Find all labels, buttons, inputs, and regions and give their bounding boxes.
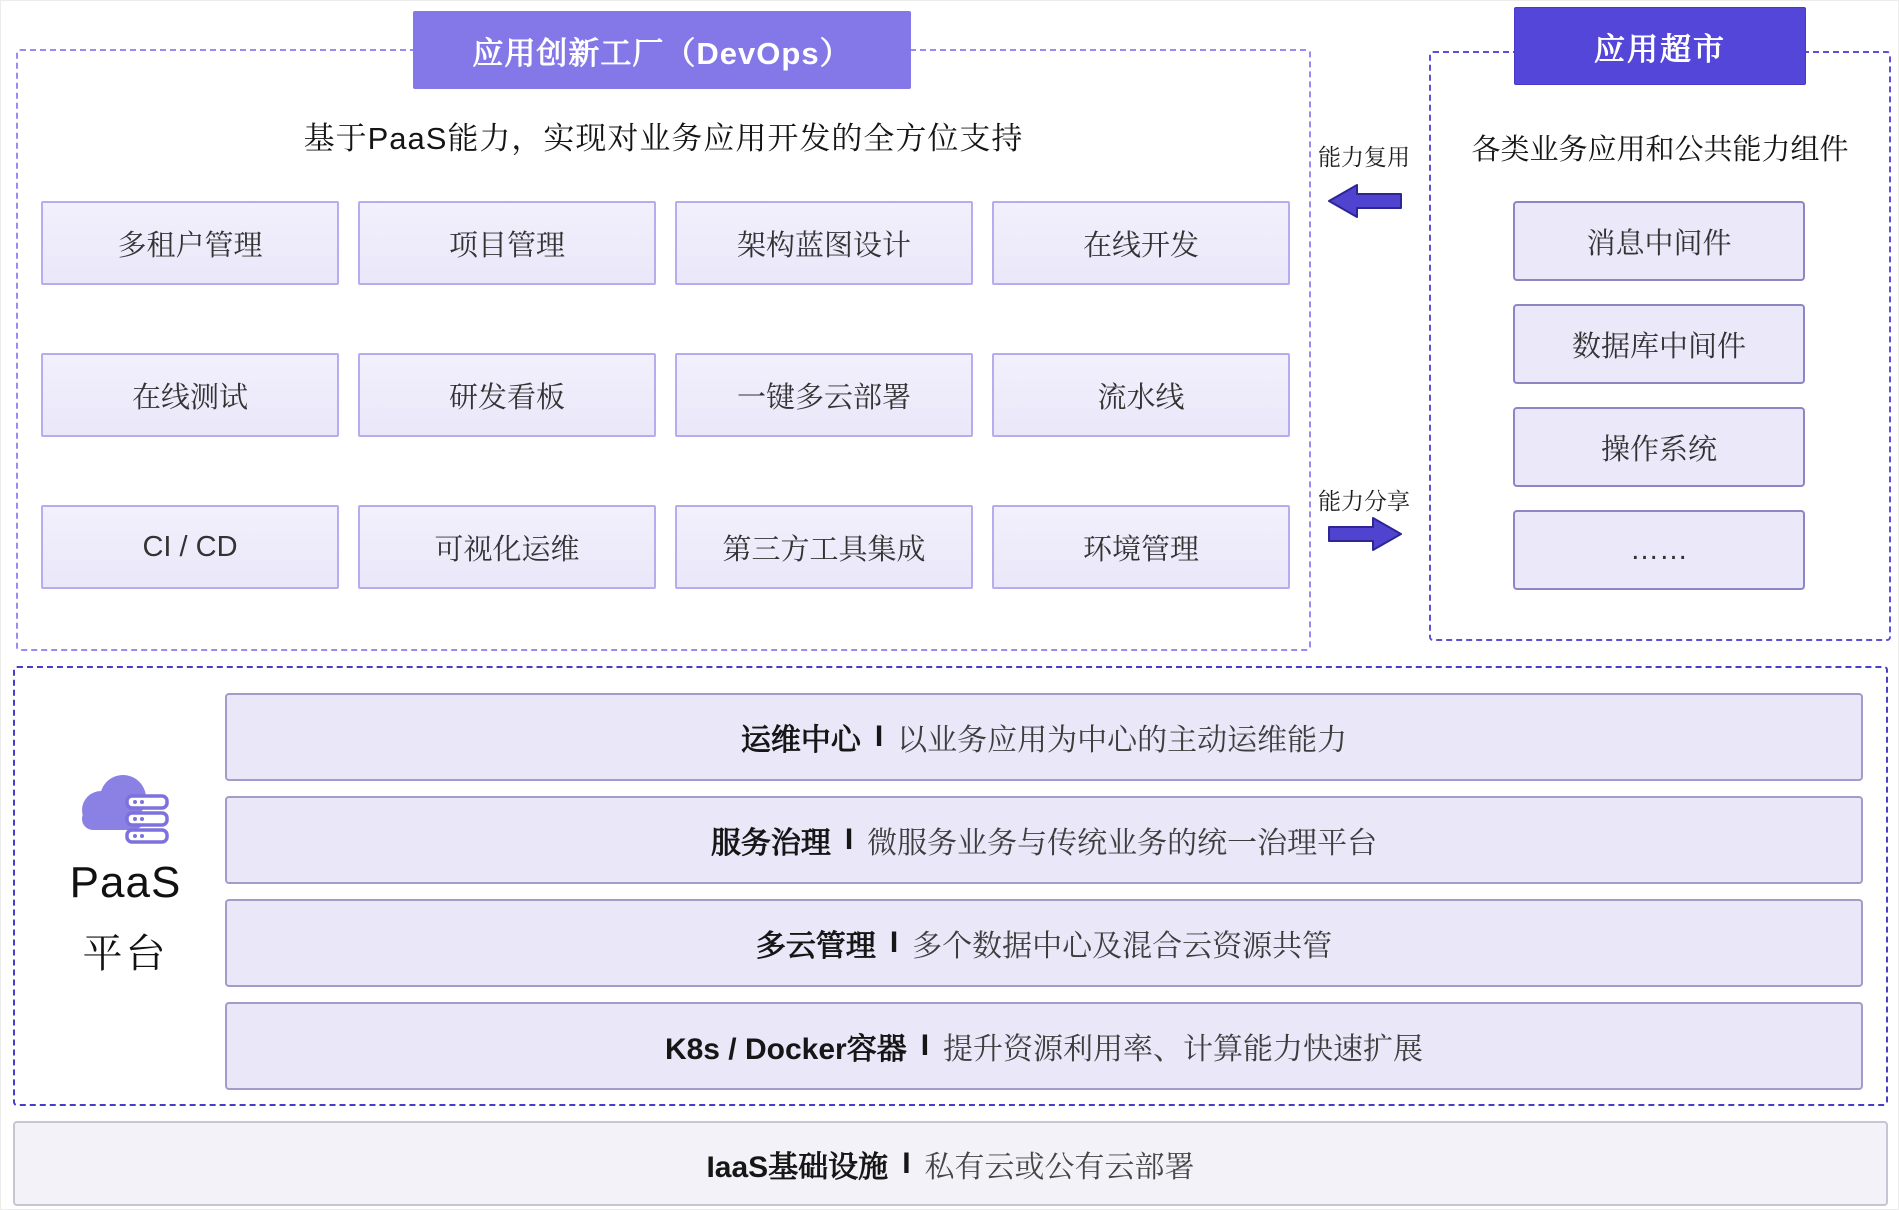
capability-reuse-label: 能力复用 — [1318, 144, 1410, 170]
paas-platform-label — [33, 858, 218, 979]
app-market-section — [1429, 51, 1891, 641]
feature-box-project-mgmt: 项目管理 — [358, 201, 656, 285]
feature-box-ci-cd: CI / CD — [41, 505, 339, 589]
layer-desc: 微服务业务与传统业务的统一治理平台 — [867, 827, 1378, 860]
capability-share-label: 能力分享 — [1318, 488, 1410, 514]
paas-layer-ops-center — [225, 693, 1863, 781]
feature-box-env-mgmt: 环境管理 — [992, 505, 1290, 589]
layer-title: 多云管理 — [755, 930, 876, 963]
market-item-ellipsis: …… — [1513, 510, 1805, 590]
paas-layer-multicloud-mgmt — [225, 899, 1863, 987]
market-item-message-middleware: 消息中间件 — [1513, 201, 1805, 281]
layer-desc: 多个数据中心及混合云资源共管 — [912, 930, 1333, 963]
paas-platform-section — [13, 666, 1888, 1106]
feature-box-blueprint-design: 架构蓝图设计 — [675, 201, 973, 285]
devops-subtitle: 基于PaaS能力，实现对业务应用开发的全方位支持 — [303, 121, 1024, 156]
devops-features-grid — [41, 201, 1290, 589]
iaas-separator: I — [902, 1146, 911, 1180]
capability-reuse-arrow-icon — [1325, 181, 1405, 221]
devops-factory-section — [16, 49, 1311, 651]
paas-label-cn: 平台 — [82, 932, 169, 976]
app-market-subtitle: 各类业务应用和公共能力组件 — [1471, 134, 1849, 166]
app-market-items — [1513, 201, 1805, 590]
layer-separator: I — [920, 1029, 930, 1062]
iaas-title: IaaS基础设施 — [706, 1150, 889, 1184]
paas-label-en: PaaS — [69, 858, 182, 907]
feature-box-multi-tenant: 多租户管理 — [41, 201, 339, 285]
cloud-servers-icon — [71, 768, 171, 846]
iaas-desc: 私有云或公有云部署 — [924, 1150, 1195, 1184]
feature-box-visual-ops: 可视化运维 — [358, 505, 656, 589]
paas-layer-k8s-docker — [225, 1002, 1863, 1090]
feature-box-pipeline: 流水线 — [992, 353, 1290, 437]
feature-box-thirdparty-tools: 第三方工具集成 — [675, 505, 973, 589]
iaas-infrastructure-bar — [13, 1121, 1888, 1206]
market-item-operating-system: 操作系统 — [1513, 407, 1805, 487]
devops-factory-badge: 应用创新工厂（DevOps） — [413, 11, 911, 89]
layer-separator: I — [889, 926, 899, 959]
market-item-database-middleware: 数据库中间件 — [1513, 304, 1805, 384]
feature-box-online-test: 在线测试 — [41, 353, 339, 437]
app-market-badge: 应用超市 — [1514, 7, 1806, 85]
layer-title: 服务治理 — [710, 827, 831, 860]
layer-title: K8s / Docker容器 — [664, 1033, 907, 1066]
layer-separator: I — [844, 823, 854, 856]
paas-layers — [225, 693, 1863, 1090]
capability-share-arrow-icon — [1325, 514, 1405, 554]
paas-layer-service-governance — [225, 796, 1863, 884]
feature-box-online-dev: 在线开发 — [992, 201, 1290, 285]
feature-box-multicloud-deploy: 一键多云部署 — [675, 353, 973, 437]
layer-separator: I — [874, 720, 884, 753]
layer-desc: 提升资源利用率、计算能力快速扩展 — [943, 1033, 1424, 1066]
feature-box-rd-kanban: 研发看板 — [358, 353, 656, 437]
layer-desc: 以业务应用为中心的主动运维能力 — [897, 724, 1348, 757]
layer-title: 运维中心 — [740, 724, 861, 757]
